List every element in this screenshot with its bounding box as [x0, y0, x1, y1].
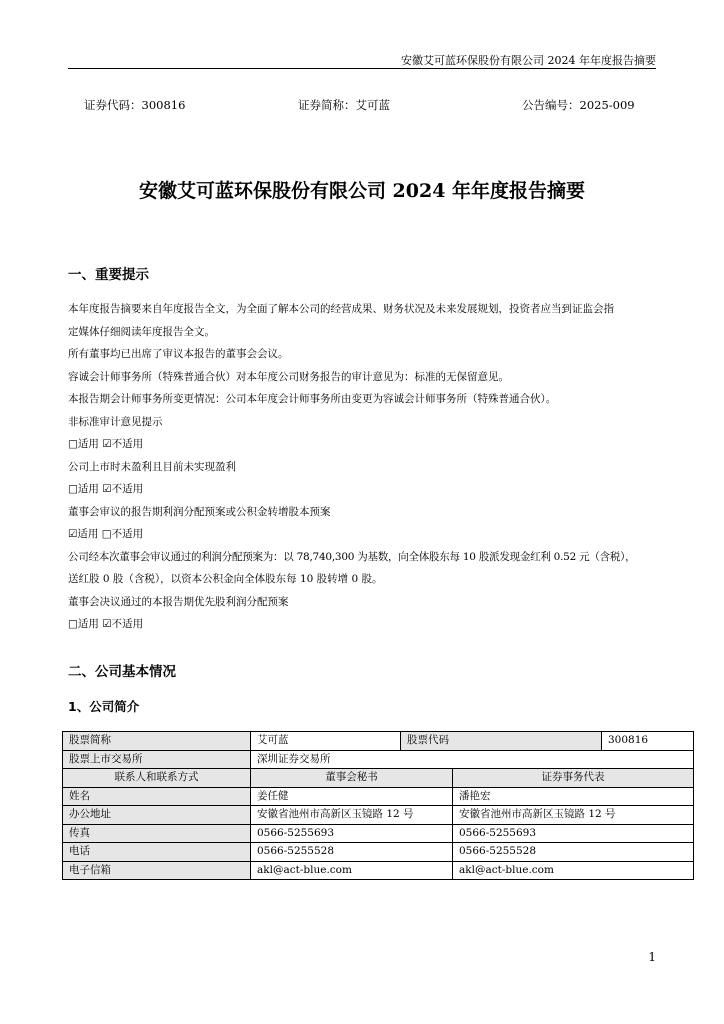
document-title: 安徽艾可蓝环保股份有限公司 2024 年年度报告摘要	[138, 180, 586, 202]
table-label-cell: 股票上市交易所	[63, 750, 251, 769]
note-line: 本报告期会计师事务所变更情况：公司本年度会计师事务所由变更为容诚会计师事务所（特殊普通合伙）。	[68, 393, 557, 405]
table-row	[63, 806, 694, 825]
important-notes	[68, 298, 654, 636]
note-line: 本年度报告摘要来自年度报告全文，为全面了解本公司的经营成果、财务状况及未来发展规划，投资者应当到证监会指	[68, 303, 614, 315]
table-cell: 潘艳宏	[453, 787, 694, 806]
table-label-cell: 办公地址	[63, 806, 251, 825]
table-cell: 0566-5255693	[453, 824, 694, 843]
table-label-cell: 股票代码	[401, 732, 602, 751]
table-cell: 姜任健	[251, 787, 453, 806]
note-line: 董事会决议通过的本报告期优先股利润分配预案	[68, 595, 289, 608]
security-code: 证券代码：300816	[84, 98, 186, 112]
note-line: 非标准审计意见提示	[68, 415, 163, 428]
note-line: 董事会审议的报告期利润分配预案或公积金转增股本预案	[68, 505, 331, 518]
company-profile-table	[62, 731, 694, 880]
table-cell: 0566-5255693	[251, 824, 453, 843]
note-line: 所有董事均已出席了审议本报告的董事会会议。	[68, 348, 289, 360]
table-row	[63, 843, 694, 862]
page-number: 1	[648, 950, 656, 964]
table-cell: 艾可蓝	[251, 732, 401, 751]
table-cell: 安徽省池州市高新区玉镜路 12 号	[251, 806, 453, 825]
table-row	[63, 861, 694, 880]
notice-number: 公告编号：2025-009	[522, 98, 635, 112]
table-label-cell: 电话	[63, 843, 251, 862]
checkbox-line: □适用 ☑不适用	[68, 483, 144, 495]
table-row	[63, 750, 694, 769]
checkbox-line: ☑适用 □不适用	[68, 528, 144, 540]
note-line: 定媒体仔细阅读年度报告全文。	[68, 325, 215, 338]
checkbox-line: □适用 ☑不适用	[68, 618, 144, 630]
table-cell: 0566-5255528	[251, 843, 453, 862]
table-header-cell: 董事会秘书	[251, 769, 453, 788]
table-cell: akl@act-blue.com	[453, 861, 694, 880]
table-label-cell: 电子信箱	[63, 861, 251, 880]
security-short-name: 证券简称：艾可蓝	[298, 98, 390, 112]
note-line: 公司上市时未盈利且目前未实现盈利	[68, 460, 236, 473]
table-row	[63, 769, 694, 788]
table-row	[63, 732, 694, 751]
note-line: 送红股 0 股（含税），以资本公积金向全体股东每 10 股转增 0 股。	[68, 573, 383, 585]
section-heading-important: 一、重要提示	[68, 267, 149, 283]
table-cell: 0566-5255528	[453, 843, 694, 862]
table-label-cell: 姓名	[63, 787, 251, 806]
table-header-cell: 证券事务代表	[453, 769, 694, 788]
table-row	[63, 824, 694, 843]
note-line: 公司经本次董事会审议通过的利润分配预案为：以 78,740,300 为基数，向全体股东每 10 股派发现金红利 0.52 元（含税），	[68, 550, 636, 563]
table-header-cell: 联系人和联系方式	[63, 769, 251, 788]
table-cell: akl@act-blue.com	[251, 861, 453, 880]
sub-heading-company-profile: 1、公司简介	[68, 699, 140, 714]
section-heading-basic-info: 二、公司基本情况	[68, 664, 176, 680]
checkbox-line: □适用 ☑不适用	[68, 438, 144, 450]
note-line: 容诚会计师事务所（特殊普通合伙）对本年度公司财务报告的审计意见为：标准的无保留意见。	[68, 370, 509, 383]
table-label-cell: 股票简称	[63, 732, 251, 751]
table-label-cell: 传真	[63, 824, 251, 843]
table-cell: 深圳证券交易所	[251, 750, 694, 769]
table-row	[63, 787, 694, 806]
table-cell: 安徽省池州市高新区玉镜路 12 号	[453, 806, 694, 825]
table-cell: 300816	[602, 732, 694, 751]
running-header: 安徽艾可蓝环保股份有限公司 2024 年年度报告摘要	[401, 54, 656, 67]
header-rule	[68, 68, 656, 69]
